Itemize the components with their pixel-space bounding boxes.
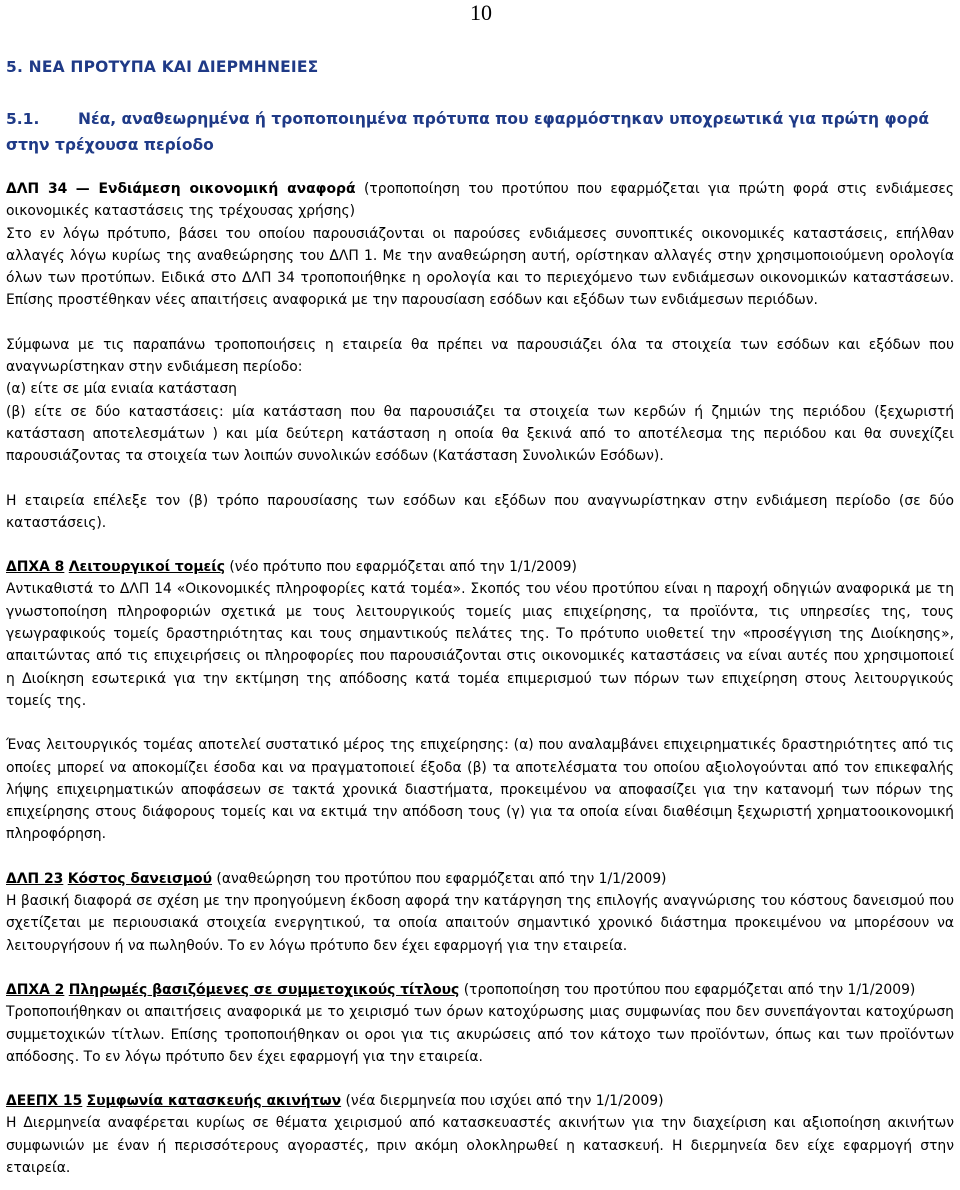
ifrs8-block <box>6 556 954 712</box>
ifrs2-code: ΔΠΧΑ 2 <box>6 981 65 998</box>
presentation-option-a: (α) είτε σε μία ενιαία κατάσταση <box>6 381 237 398</box>
section-heading: 5. ΝΕΑ ΠΡΟΤΥΠΑ ΚΑΙ ΔΙΕΡΜΗΝΕΙΕΣ <box>6 58 319 76</box>
presentation-intro: Σύμφωνα με τις παραπάνω τροποποιήσεις η εταιρεία θα πρέπει να παρουσιάζει όλα τα στοιχεία των εσόδων και εξόδων που αναγνωρίστηκαν στην ενδιάμεση περίοδο: <box>6 336 954 376</box>
ifrs8-text: Αντικαθιστά το ΔΛΠ 14 «Οικονομικές πληροφορίες κατά τομέα». Σκοπός του νέου προτύπου είναι η παροχή οδηγιών αναφορικά με τη γνωστοποίηση πληροφοριών σχετικά με τους λειτουργικούς τομείς μιας επιχείρησης, τα προϊόντα, τις υπηρεσίες της, τους γεωγραφικούς τομείς δραστηριότητας και τους σημαντικούς πελάτες της. Το πρότυπο υιοθετεί την «προσέγγιση της Διοίκησης», απαιτώντας από τις επιχειρήσεις οι πληροφορίες που παρουσιάζονται στις οικονομικές καταστάσεις να είναι αυτές που χρησιμοποιεί η Διοίκηση εσωτερικά για την εκτίμηση της απόδοσης κατά τομέα επιμερισμού των πόρων των επιχείρηση στους λειτουργικούς τομείς της. <box>6 581 954 709</box>
ifric15-code: ΔΕΕΠΧ 15 <box>6 1093 83 1110</box>
ifrs2-block <box>6 979 954 1068</box>
ifrs2-qualifier: (τροποποίηση του προτύπου που εφαρμόζεται από την 1/1/2009) <box>463 981 916 998</box>
page-number: 10 <box>470 0 492 25</box>
ias34-name: Ενδιάμεση οικονομική αναφορά <box>98 181 356 197</box>
ifrs8-code: ΔΠΧΑ 8 <box>6 559 65 576</box>
ifric15-name: Συμφωνία κατασκευής ακινήτων <box>86 1093 342 1110</box>
presentation-options-block <box>6 334 954 468</box>
subsection-number: 5.1. <box>6 110 40 128</box>
ias34-block: ΔΛΠ 34 — Ενδιάμεση οικονομική αναφορά (τροποποίηση του προτύπου που εφαρμόζεται για πρώτη φορά στις ενδιάμεσες οικονομικές καταστάσεις της τρέχουσας χρήσης) Στο εν λόγω πρότυπο, βάσει του οποίου παρουσιάζονται οι παρούσες ενδιάμεσες συνοπτικές οικονομικές καταστάσεις, επήλθαν αλλαγές λόγω κυρίως της αναθεώρησης του ΔΛΠ 1. Με την αναθεώρηση αυτή, ορίστηκαν αλλαγές στην χρησιμοποιούμενη ορολογία όλων των προτύπων. Ειδικά στο ΔΛΠ 34 τροποποιήθηκε η ορολογία και το περιεχόμενο των ενδιάμεσων οικονομικών καταστάσεων. Επίσης προστέθηκαν νέες απαιτήσεις αναφορικά με την παρουσίαση εσόδων και εξόδων των ενδιάμεσων περιόδων. <box>6 181 954 309</box>
ifric15-text: Η Διερμηνεία αναφέρεται κυρίως σε θέματα χειρισμού από κατασκευαστές ακινήτων για την διαχείριση και αξιοποίηση ακινήτων συμφωνιών με έναν ή περισσότερους αγοραστές, πριν ακόμη ολοκληρωθεί η κατασκευή. Η διερμηνεία δεν είχε εφαρμογή στην εταιρεία. <box>6 1115 954 1176</box>
company-choice-paragraph: Η εταιρεία επέλεξε τον (β) τρόπο παρουσίασης των εσόδων και εξόδων που αναγνωρίστηκαν στην ενδιάμεση περίοδο (σε δύο καταστάσεις). <box>6 492 954 531</box>
subsection-heading <box>6 106 954 158</box>
ias34-text: Στο εν λόγω πρότυπο, βάσει του οποίου παρουσιάζονται οι παρούσες ενδιάμεσες συνοπτικές οικονομικές καταστάσεις, επήλθαν αλλαγές λόγω κυρίως της αναθεώρησης του ΔΛΠ 1. Με την αναθεώρηση αυτή, ορίστηκαν αλλαγές στην χρησιμοποιούμενη ορολογία όλων των προτύπων. Ειδικά στο ΔΛΠ 34 τροποποιήθηκε η ορολογία και το περιεχόμενο των ενδιάμεσων οικονομικών καταστάσεων. Επίσης προστέθηκαν νέες απαιτήσεις αναφορικά με την παρουσίαση εσόδων και εξόδων των ενδιάμεσων περιόδων. <box>6 225 954 309</box>
ias34-qualifier: (τροποποίηση του προτύπου που εφαρμόζεται για πρώτη φορά στις ενδιάμεσες οικονομικές καταστάσεις της τρέχουσας χρήσης) <box>6 181 954 220</box>
ias23-name: Κόστος δανεισμού <box>67 870 212 887</box>
ifric15-qualifier: (νέα διερμηνεία που ισχύει από την 1/1/2009) <box>345 1093 664 1110</box>
ias23-qualifier: (αναθεώρηση του προτύπου που εφαρμόζεται από την 1/1/2009) <box>216 870 667 887</box>
ias23-text: Η βασική διαφορά σε σχέση με την προηγούμενη έκδοση αφορά την κατάργηση της επιλογής αναγνώρισης του κόστους δανεισμού που σχετίζεται με περιουσιακά στοιχεία ενεργητικού, τα οποία απαιτούν σημαντικό χρονικό διάστημα προκειμένου να μπορέσουν να λειτουργήσουν ή να πωληθούν. Το εν λόγω πρότυπο δεν έχει εφαρμογή για την εταιρεία. <box>6 893 954 954</box>
ifric15-block <box>6 1090 954 1179</box>
operating-segment-paragraph: Ένας λειτουργικός τομέας αποτελεί συστατικό μέρος της επιχείρησης: (α) που αναλαμβάνει επιχειρηματικές δραστηριότητες από τις οποίες μπορεί να αποκομίζει έσοδα και να πραγματοποιεί έξοδα (β) τα αποτελέσματα του οποίου αξιολογούνται από τον επικεφαλής λήψης επιχειρηματικών αποφάσεων σε τακτά χρονικά διαστήματα, προκειμένου να αποφασίζει για την κατανομή των πόρων της επιχείρησης στους διάφορους τομείς και να εκτιμά την απόδοση τους (γ) για τα οποία είναι διαθέσιμη ξεχωριστή χρηματοοικονομική πληροφόρηση. <box>6 737 954 843</box>
presentation-option-b: (β) είτε σε δύο καταστάσεις: μία κατάσταση που θα παρουσιάζει τα στοιχεία των κερδών ή ζημιών της περιόδου (ξεχωριστή κατάσταση αποτελεσμάτων ) και μία δεύτερη κατάσταση η οποία θα ξεκινά από το αποτέλεσμα της περιόδου και θα συνεχίζει παρουσιάζοντας τα στοιχεία των λοιπών συνολικών εσόδων (Κατάσταση Συνολικών Εσόδων). <box>6 403 954 465</box>
ias34-code: ΔΛΠ 34 <box>6 181 68 197</box>
ias23-code: ΔΛΠ 23 <box>6 870 64 887</box>
ias23-block <box>6 868 954 957</box>
document-body <box>6 178 954 1179</box>
ifrs2-name: Πληρωμές βασιζόμενες σε συμμετοχικούς τίτλους <box>68 981 460 998</box>
ifrs8-name: Λειτουργικοί τομείς <box>68 559 225 576</box>
ifrs2-text: Τροποποιήθηκαν οι απαιτήσεις αναφορικά με το χειρισμό των όρων κατοχύρωσης μιας συμφωνίας που δεν συνεπάγονται κατοχύρωση συμμετοχικών τίτλων. Επίσης τροποποιήθηκαν οι οροι για τις ακυρώσεις από τον κάτοχο των προϊόντων, όπως και των προϊόντων απόδοσης. Το εν λόγω πρότυπο δεν έχει εφαρμογή για την εταιρεία. <box>6 1004 954 1065</box>
subsection-title: Νέα, αναθεωρημένα ή τροποποιημένα πρότυπα που εφαρμόστηκαν υποχρεωτικά για πρώτη φορά στην τρέχουσα περίοδο <box>6 110 929 154</box>
ifrs8-qualifier: (νέο πρότυπο που εφαρμόζεται από την 1/1/2009) <box>229 559 577 576</box>
